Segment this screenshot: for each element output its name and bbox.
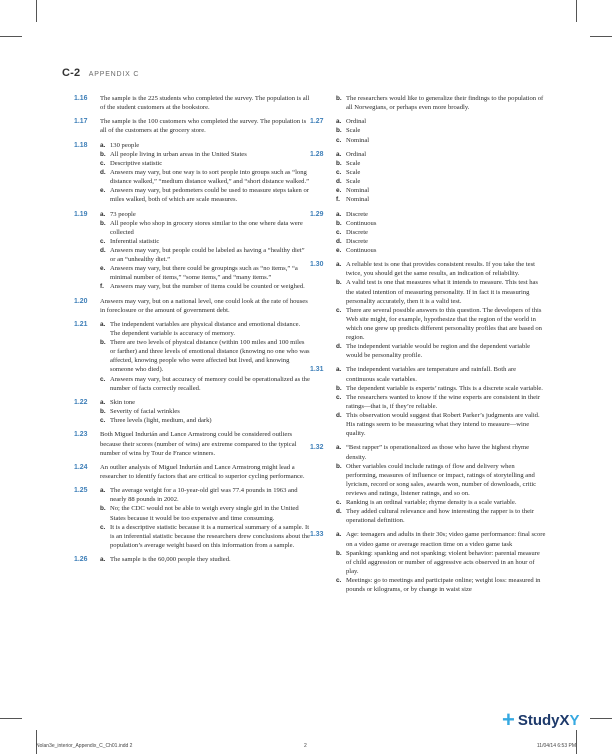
answer-item [336, 306, 546, 342]
answer-text: The sample is the 225 students who completed the survey. The population is all of the student customers at the bookstore. [100, 95, 310, 112]
answer-item [336, 498, 546, 507]
exercise-number: 1.17 [74, 118, 88, 126]
exercise-number: 1.20 [74, 297, 88, 305]
answer-item [100, 264, 310, 282]
page-header [62, 63, 139, 81]
item-letter: b. [100, 505, 106, 513]
item-text: All people who shop in grocery stores similar to the one where data were collected [110, 219, 303, 236]
answer-entry [310, 365, 546, 438]
answer-entry [74, 297, 310, 315]
answer-item [100, 219, 310, 237]
item-letter: c. [336, 136, 342, 144]
answer-item [336, 219, 546, 228]
exercise-number: 1.18 [74, 141, 88, 149]
answer-item [336, 576, 546, 594]
footer-filename: Nolan3e_interior_Appendix_C_Ch01.indd 2 [36, 743, 133, 749]
item-text: There are two levels of physical distance (within 100 miles and 100 miles or farther) and three levels of emotional distance (knowing no one who was affected, knowing people who were affected but lived, and knowing someone who died). [110, 339, 310, 374]
item-text: Scale [346, 169, 361, 177]
item-text: A valid test is one that measures what it intends to measure. This test has the stated intention of measuring personality. If in fact it is measuring personality accurately, then it is a valid test. [346, 279, 538, 305]
answer-text: The sample is the 100 customers who completed the survey. The population is all of the customers at the grocery store. [100, 118, 307, 135]
exercise-number: 1.21 [74, 321, 88, 328]
answer-item [100, 186, 310, 204]
exercise-number: 1.24 [74, 463, 88, 471]
answer-item [100, 416, 310, 425]
item-text: Spanking: spanking and not spanking; violent behavior: parental measure of child aggression or number of aggressive acts observed in an hour of play. [346, 549, 540, 575]
item-letter: d. [336, 237, 342, 245]
exercise-number: 1.32 [310, 444, 324, 452]
item-letter: b. [336, 384, 342, 392]
exercise-number: 1.28 [310, 150, 324, 158]
crop-mark [576, 0, 577, 22]
item-letter: e. [100, 265, 106, 273]
item-letter: a. [336, 261, 342, 269]
item-letter: a. [100, 556, 106, 564]
footer-datetime: 11/04/14 6:53 PM [536, 743, 576, 749]
answer-entry [74, 398, 310, 425]
answer-entry [74, 210, 310, 292]
answer-text: Both Miguel Indurián and Lance Armstrong could be considered outliers because their scores (number of wins) are extreme compared to the typical number of wins by Tour de France winners. [100, 431, 297, 457]
item-letter: e. [336, 187, 342, 195]
item-letter: a. [100, 398, 106, 406]
item-text: Scale [346, 159, 361, 167]
item-letter: b. [336, 279, 342, 287]
answer-item [336, 159, 546, 168]
answer-item [336, 228, 546, 237]
item-text: The independent variables are physical distance and emotional distance. The dependent variable is accuracy of memory. [110, 321, 301, 338]
answer-item [100, 375, 310, 393]
left-column [74, 94, 310, 569]
item-text: Nominal [346, 187, 370, 195]
footer-page: 2 [304, 743, 307, 749]
answer-item [336, 278, 546, 305]
answer-item [336, 94, 546, 112]
item-letter: b. [336, 549, 342, 557]
item-letter: d. [100, 169, 106, 177]
answer-item [100, 237, 310, 246]
answer-item [100, 486, 310, 504]
item-letter: a. [100, 141, 106, 149]
item-text: All people living in urban areas in the United States [110, 150, 247, 158]
item-letter: c. [336, 306, 342, 314]
answer-item [336, 195, 546, 204]
answer-entry [74, 320, 310, 393]
item-text: The independent variable would be region and the dependent variable would be personality profile. [346, 343, 531, 360]
item-text: Inferential statistic [110, 237, 160, 245]
item-text: No; the CDC would not be able to weigh every single girl in the United States because it would be too expensive and time consuming. [110, 505, 299, 522]
item-letter: b. [100, 219, 106, 227]
answer-item [336, 393, 546, 411]
item-letter: c. [336, 498, 342, 506]
crop-mark [36, 730, 37, 754]
item-text: Meetings: go to meetings and participate online; weight loss: measured in pounds or kilograms, or by change in waist size [346, 576, 541, 593]
answer-item [336, 126, 546, 135]
item-text: Answers may vary, but accuracy of memory could be operationalized as the number of facts correctly recalled. [110, 375, 310, 392]
answer-item [100, 141, 310, 150]
crop-mark [590, 36, 612, 37]
item-text: Age: teenagers and adults in their 30s; video game performance: final score on a video game or average reaction time on a video game task [346, 531, 546, 548]
answer-item [336, 246, 546, 255]
item-letter: b. [100, 408, 106, 416]
item-text: There are several possible answers to this question. The developers of this Web site might, for example, hypothesize that the region of the world in which one grew up predicts different personality profiles that are based on region. [346, 306, 542, 341]
answer-item [336, 365, 546, 383]
logo-text: StudyXY [517, 711, 580, 729]
item-text: Descriptive statistic [110, 159, 163, 167]
item-letter: d. [100, 246, 106, 254]
exercise-number: 1.23 [74, 431, 88, 439]
item-text: Ordinal [346, 118, 367, 126]
item-letter: a. [100, 487, 106, 495]
crop-mark [576, 730, 577, 754]
item-text: Severity of facial wrinkles [110, 408, 180, 416]
answer-item [336, 150, 546, 159]
item-text: The independent variables are temperature and rainfall. Both are continuous scale variables. [346, 366, 517, 383]
item-text: Answers may vary, but pedometers could be used to measure steps taken or miles walked, both of which are scale measures. [110, 187, 309, 204]
answer-item [100, 159, 310, 168]
item-text: Three levels (light, medium, and dark) [110, 417, 212, 425]
answer-item [336, 384, 546, 393]
answer-item [336, 342, 546, 360]
answer-item [100, 523, 310, 550]
item-text: 73 people [110, 210, 136, 218]
item-text: Answers may vary, but the number of items could be counted or weighed. [110, 283, 305, 291]
item-letter: b. [336, 219, 342, 227]
item-text: Nominal [346, 136, 370, 144]
item-text: Nominal [346, 196, 370, 204]
exercise-number: 1.26 [74, 556, 88, 564]
item-text: The average weight for a 10-year-old girl was 77.4 pounds in 1963 and nearly 88 pounds in 2002. [110, 487, 298, 504]
answer-item [100, 504, 310, 522]
answer-entry [74, 555, 310, 564]
item-text: Ordinal [346, 150, 367, 158]
item-text: Continuous [346, 246, 377, 254]
item-text: “Best rapper” is operationalized as those who have the highest rhyme density. [346, 444, 530, 461]
item-letter: c. [336, 393, 342, 401]
answer-item [100, 210, 310, 219]
item-letter: b. [336, 95, 342, 102]
answer-entry [74, 463, 310, 481]
item-text: The dependent variable is experts’ ratings. This is a discrete scale variable. [346, 384, 543, 392]
item-letter: c. [100, 523, 106, 531]
item-text: Scale [346, 178, 361, 186]
page-number: C-2 [62, 67, 81, 79]
answer-entry [74, 430, 310, 457]
answer-item [336, 549, 546, 576]
answer-entry [310, 94, 546, 112]
answer-entry [310, 260, 546, 360]
answer-text: An outlier analysis of Miguel Indurián and Lance Armstrong might lead a researcher to identify factors that are critical to superior cycling performance. [100, 463, 305, 480]
crop-mark [36, 0, 37, 22]
item-letter: c. [336, 169, 342, 177]
item-letter: e. [100, 187, 106, 195]
answer-item [336, 210, 546, 219]
item-letter: c. [100, 417, 106, 425]
answer-entry [310, 530, 546, 594]
item-letter: d. [336, 508, 342, 516]
studyxy-logo [502, 707, 580, 732]
answer-entry [74, 486, 310, 550]
item-letter: b. [336, 159, 342, 167]
answer-item [100, 150, 310, 159]
item-letter: c. [336, 228, 342, 236]
answer-item [100, 282, 310, 291]
item-letter: c. [100, 375, 106, 383]
item-text: Answers may vary, but one way is to sort people into groups such as “long distance walked,” “medium distance walked,” and “short distance walked.” [110, 169, 310, 186]
exercise-number: 1.25 [74, 487, 88, 495]
answer-entry [310, 150, 546, 205]
item-letter: a. [336, 210, 342, 218]
item-letter: d. [336, 411, 342, 419]
exercise-number: 1.16 [74, 95, 88, 102]
item-text: Discrete [346, 228, 368, 236]
right-column [310, 94, 546, 599]
item-letter: e. [336, 246, 342, 254]
item-text: It is a descriptive statistic because it is a numerical summary of a sample. It is an inferential statistic because the researchers drew conclusions about the population’s average weight based on this information from a sample. [110, 523, 310, 549]
exercise-number: 1.30 [310, 261, 324, 269]
exercise-number: 1.31 [310, 366, 324, 374]
item-letter: c. [100, 159, 106, 167]
item-text: Answers may vary, but people could be labeled as having a “healthy diet” or an “unhealthy diet.” [110, 246, 305, 264]
item-letter: a. [336, 444, 342, 452]
item-text: Continuous [346, 219, 377, 227]
item-text: A reliable test is one that provides consistent results. If you take the test twice, you should get the same results, an indication of reliability. [346, 261, 535, 278]
answer-item [336, 136, 546, 145]
item-letter: a. [336, 531, 342, 539]
item-letter: a. [100, 210, 106, 218]
answer-item [336, 462, 546, 498]
item-text: The sample is the 60,000 people they studied. [110, 556, 231, 564]
answer-item [336, 117, 546, 126]
answer-entry [310, 443, 546, 525]
item-text: They added cultural relevance and how interesting the rapper is to their operational definition. [346, 508, 535, 525]
answer-item [336, 177, 546, 186]
section-label: APPENDIX C [88, 71, 140, 78]
item-letter: b. [336, 462, 342, 470]
answer-text: Answers may vary, but on a national level, one could look at the rate of houses in foreclosure or the amount of government debt. [100, 297, 308, 314]
item-letter: b. [336, 127, 342, 135]
answer-entry [310, 210, 546, 255]
answer-entry [310, 117, 546, 144]
item-letter: a. [336, 150, 342, 158]
crop-mark [0, 36, 22, 37]
item-letter: a. [336, 366, 342, 374]
exercise-number: 1.29 [310, 210, 324, 218]
item-letter: c. [336, 576, 342, 584]
answer-entry [74, 141, 310, 205]
item-letter: b. [100, 150, 106, 158]
item-text: This observation would suggest that Robert Parker’s judgments are valid. His ratings seem to be measuring what they intend to measure—wine quality. [346, 411, 540, 438]
answer-item [336, 530, 546, 548]
answer-item [100, 398, 310, 407]
answer-item [336, 443, 546, 461]
item-text: The researchers would like to generalize their findings to the population of all Norwegians, or perhaps even more broadly. [346, 95, 544, 112]
item-text: 130 people [110, 141, 140, 149]
item-letter: f. [100, 283, 104, 291]
exercise-number: 1.22 [74, 398, 88, 406]
answer-item [100, 246, 310, 264]
crop-mark [590, 718, 612, 719]
item-text: Scale [346, 127, 361, 135]
plus-icon: + [502, 707, 515, 732]
answer-entry [74, 117, 310, 135]
item-letter: d. [336, 343, 342, 351]
answer-item [100, 338, 310, 374]
answer-item [100, 407, 310, 416]
crop-mark [0, 718, 22, 719]
answer-item [336, 237, 546, 246]
item-text: Skin tone [110, 398, 136, 406]
answer-item [336, 186, 546, 195]
exercise-number: 1.19 [74, 210, 88, 218]
item-letter: f. [336, 196, 340, 204]
item-text: Discrete [346, 210, 368, 218]
item-letter: b. [100, 339, 106, 347]
exercise-number: 1.33 [310, 531, 324, 539]
item-text: Ranking is an ordinal variable; rhyme density is a scale variable. [346, 498, 517, 506]
exercise-number: 1.27 [310, 118, 324, 126]
answer-entry [74, 94, 310, 112]
item-letter: a. [100, 321, 106, 328]
answer-item [336, 507, 546, 525]
item-text: Discrete [346, 237, 368, 245]
item-letter: a. [336, 118, 342, 126]
item-letter: d. [336, 178, 342, 186]
item-letter: c. [100, 237, 106, 245]
answer-item [336, 168, 546, 177]
answer-item [100, 168, 310, 186]
item-text: The researchers wanted to know if the wine experts are consistent in their ratings—that is, if they’re reliable. [346, 393, 541, 410]
item-text: Answers may vary, but there could be groupings such as “no items,” “a minimal number of items,” “some items,” and “many items.” [110, 265, 298, 282]
answer-item [100, 555, 310, 564]
answer-item [100, 320, 310, 338]
item-text: Other variables could include ratings of flow and delivery when performing, measures of influence or impact, ratings of storytelling and lyricism, record or song sales, awards won, number of downloads, critic reviews and ratings, listener ratings, and so on. [346, 462, 537, 497]
answer-item [336, 260, 546, 278]
answer-item [336, 411, 546, 438]
